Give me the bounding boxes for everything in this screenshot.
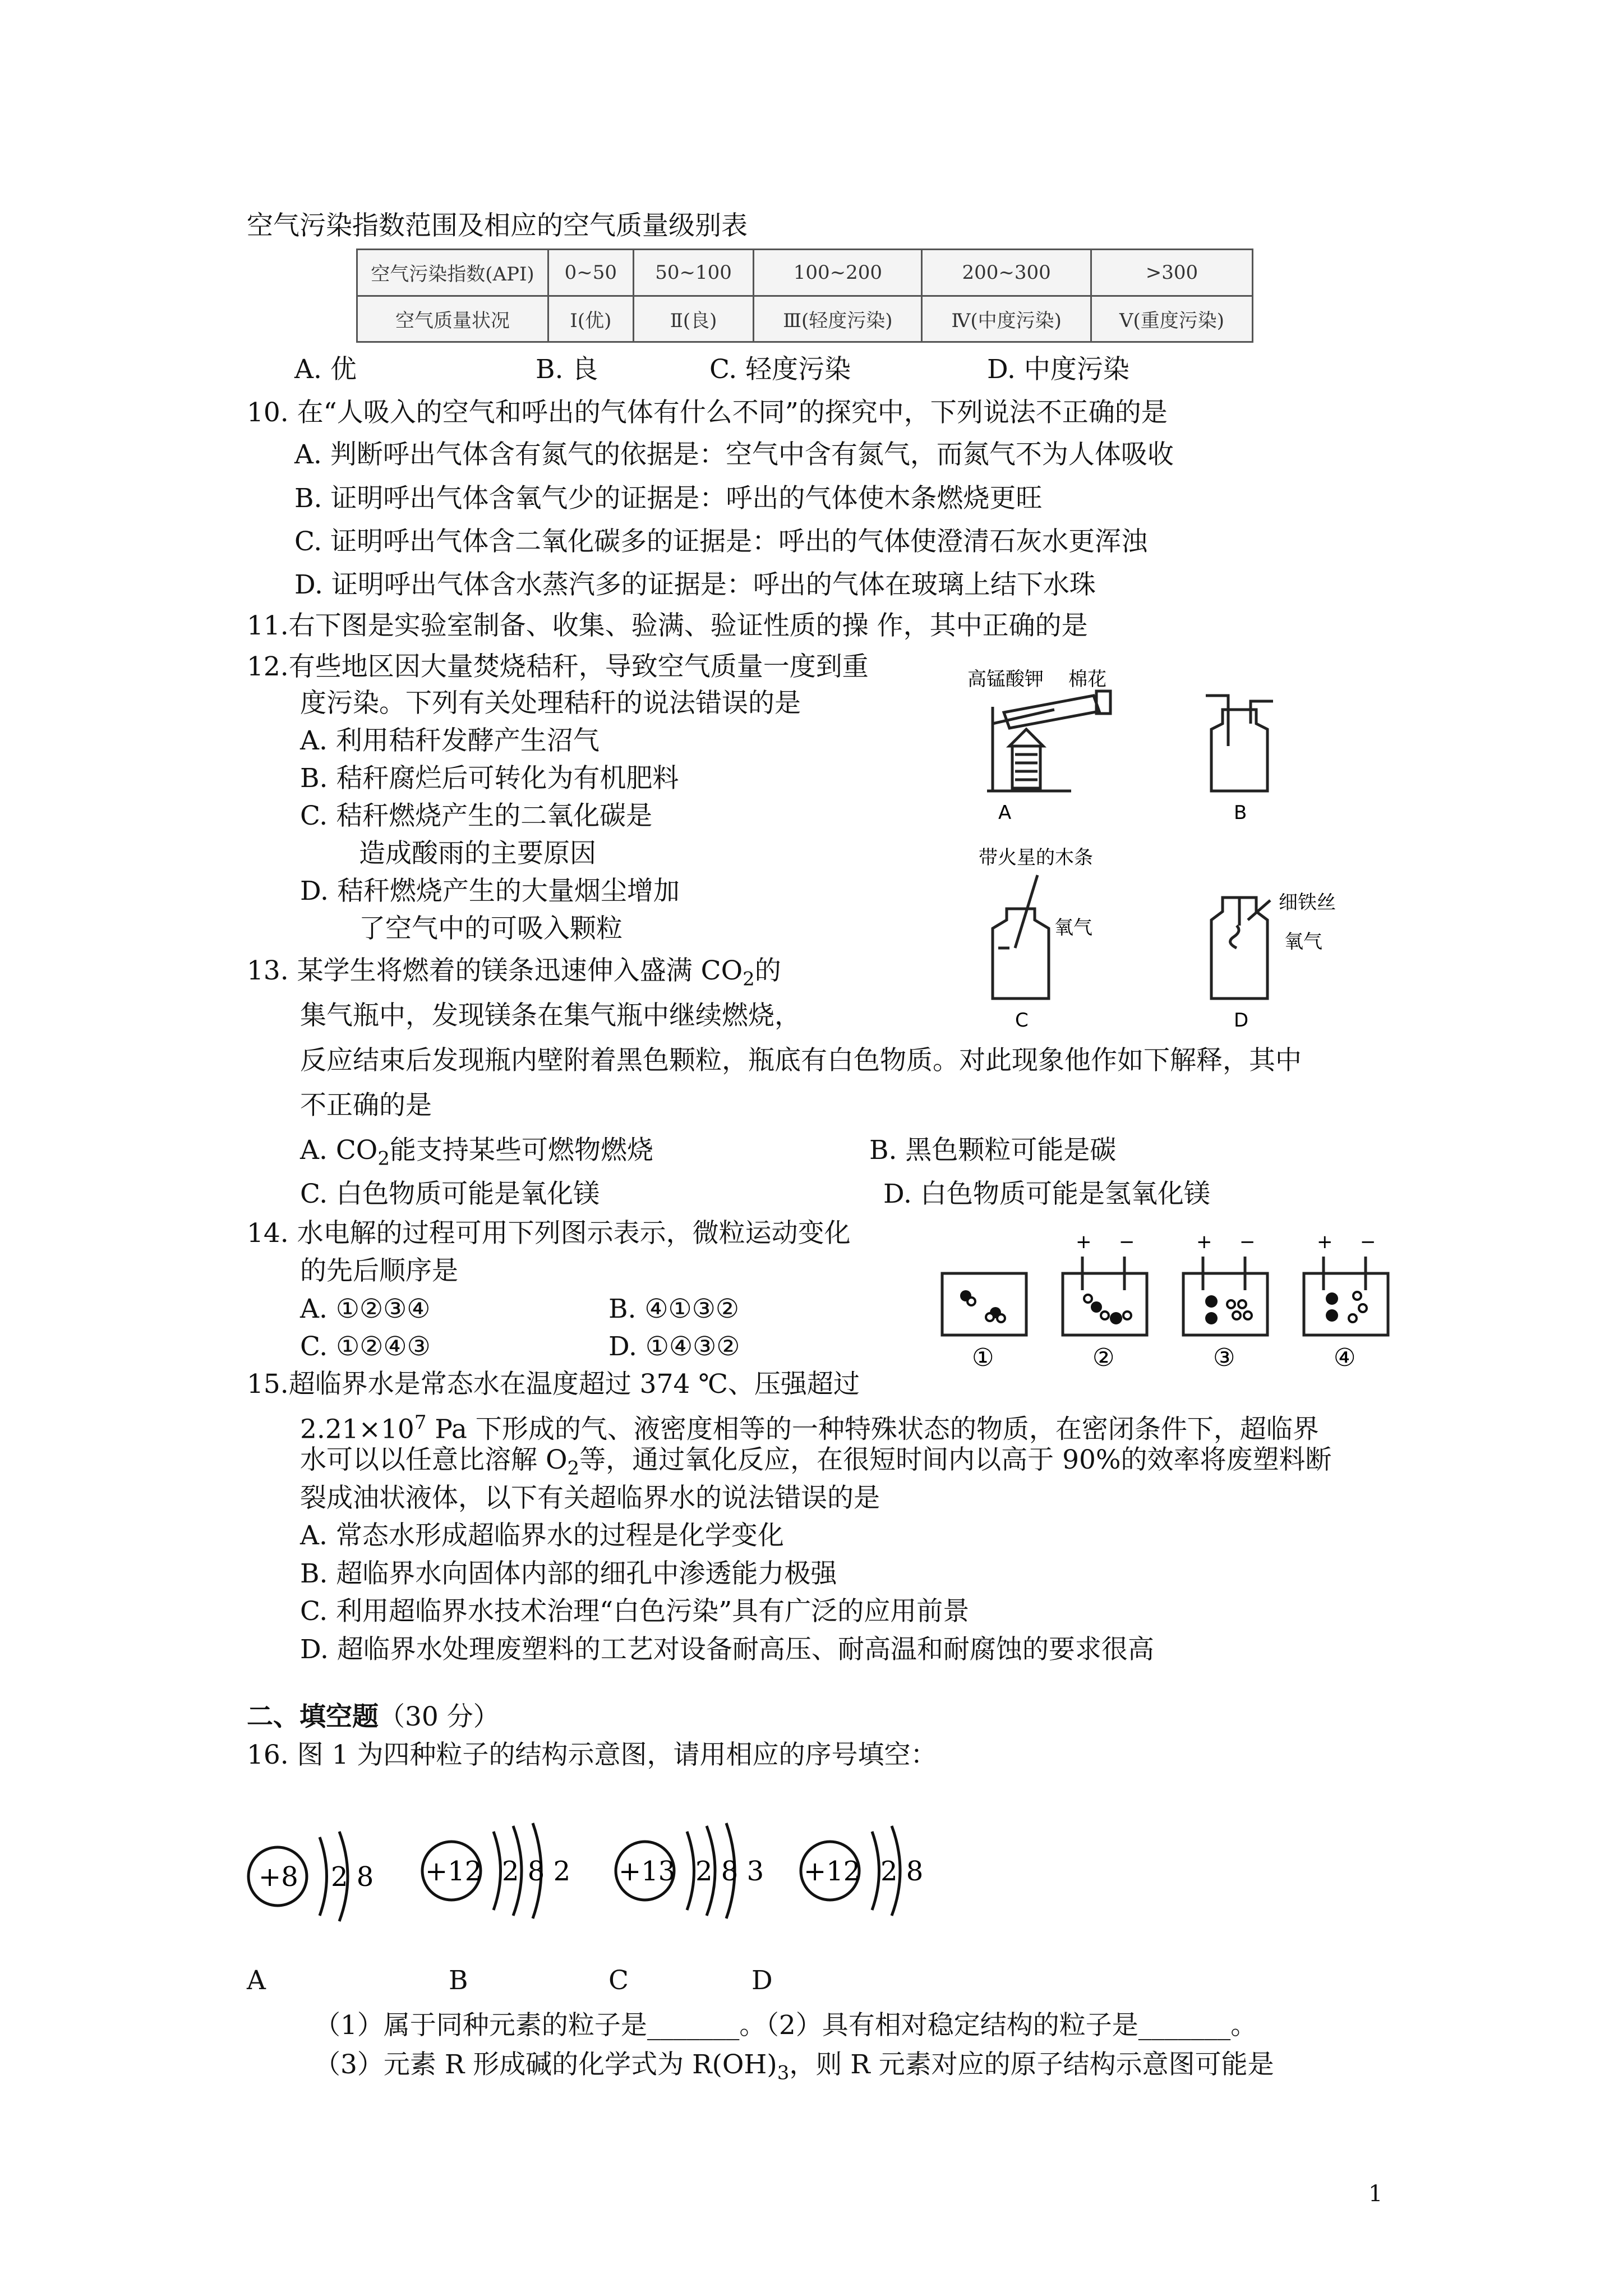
section-title: 二、填空题（30 分）	[247, 1701, 500, 1732]
q10-option-d: D. 证明呼出气体含水蒸汽多的证据是：呼出的气体在玻璃上结下水珠	[294, 569, 1096, 600]
minus-sign: −	[1360, 1231, 1376, 1253]
label-glowing-stick: 带火星的木条	[979, 846, 1093, 869]
q10-option-a: A. 判断呼出气体含有氮气的依据是：空气中含有氮气，而氮气不为人体吸收	[294, 439, 1174, 470]
table-cell: 空气污染指数(API)	[357, 250, 548, 296]
q15-option-d: D. 超临界水处理废塑料的工艺对设备耐高压、耐高温和耐腐蚀的要求很高	[300, 1634, 1154, 1665]
minus-sign: −	[1239, 1231, 1256, 1253]
q12-option-a: A. 利用秸秆发酵产生沼气	[300, 725, 600, 756]
nucleus-b: +12	[425, 1856, 482, 1887]
table-cell: 50~100	[633, 250, 754, 296]
table-cell: 100~200	[754, 250, 922, 296]
q9-option-d: D. 中度污染	[987, 354, 1129, 385]
box-label-3: ③	[1213, 1343, 1235, 1372]
table-cell: Ⅴ(重度污染)	[1091, 296, 1252, 342]
table-title: 空气污染指数范围及相应的空气质量级别表	[247, 210, 748, 241]
q13-stem-line4: 不正确的是	[300, 1090, 432, 1121]
table-cell: >300	[1091, 250, 1252, 296]
nucleus-d: +12	[804, 1856, 861, 1887]
q12-stem-line1: 12.有些地区因大量焚烧秸秆，导致空气质量一度到重	[247, 651, 869, 682]
table-cell: Ⅲ(轻度污染)	[754, 296, 922, 342]
label-kmno4: 高锰酸钾	[967, 668, 1044, 691]
q14-stem-line1: 14. 水电解的过程可用下列图示表示，微粒运动变化	[247, 1218, 851, 1249]
label-oxygen-c: 氧气	[1054, 917, 1092, 939]
q16-stem: 16. 图 1 为四种粒子的结构示意图，请用相应的序号填空：	[247, 1740, 937, 1770]
table-cell: Ⅱ(良)	[633, 296, 754, 342]
label-oxygen-d: 氧气	[1284, 931, 1322, 953]
electrons-c: 2 8 3	[695, 1856, 764, 1887]
table-cell: Ⅰ(优)	[548, 296, 634, 342]
plus-sign: +	[1076, 1231, 1092, 1253]
q14-option-b: B. ④①③②	[608, 1294, 739, 1324]
q12-option-b: B. 秸秆腐烂后可转化为有机肥料	[300, 763, 679, 794]
q15-stem-line1: 15.超临界水是常态水在温度超过 374 ℃、压强超过	[247, 1369, 860, 1400]
particle-letter-d: D	[751, 1965, 773, 1996]
q15-stem-line2: $2.21\times 10^7$ Pa 下形成的气、液密度相等的一种特殊状态的物质，在密闭条件下，超临界	[300, 1411, 1319, 1445]
q9-option-b: B. 良	[536, 354, 598, 385]
table-cell: Ⅳ(中度污染)	[922, 296, 1091, 342]
table-cell: 200~300	[922, 250, 1091, 296]
q15-option-a: A. 常态水形成超临界水的过程是化学变化	[300, 1520, 784, 1551]
minus-sign: −	[1119, 1231, 1135, 1253]
q14-stem-line2: 的先后顺序是	[300, 1255, 458, 1286]
box-label-1: ①	[972, 1343, 994, 1372]
electrons-a: 2 8	[331, 1861, 374, 1893]
q13-option-a: A. $CO_2$能支持某些可燃物燃烧	[300, 1135, 653, 1170]
q16-sub-1-2: （1）属于同种元素的粒子是_______。（2）具有相对稳定结构的粒子是_______。	[314, 2010, 1257, 2041]
q13-option-d: D. 白色物质可能是氢氧化镁	[883, 1179, 1210, 1209]
q15-option-b: B. 超临界水向固体内部的细孔中渗透能力极强	[300, 1558, 837, 1589]
q16-sub-3: （3）元素 R 形成碱的化学式为 $R(OH)_3$，则 R 元素对应的原子结构示意图可能是	[314, 2049, 1274, 2085]
q15-option-c: C. 利用超临界水技术治理“白色污染”具有广泛的应用前景	[300, 1596, 970, 1627]
page-number: 1	[1368, 2181, 1383, 2207]
label-cotton: 棉花	[1068, 668, 1106, 691]
particle-letter-b: B	[449, 1965, 468, 1996]
nucleus-c: +13	[619, 1856, 676, 1887]
plus-sign: +	[1317, 1231, 1333, 1253]
q10-option-c: C. 证明呼出气体含二氧化碳多的证据是：呼出的气体使澄清石灰水更浑浊	[294, 526, 1148, 557]
q10-stem: 10. 在“人吸入的空气和呼出的气体有什么不同”的探究中，下列说法不正确的是	[247, 397, 1168, 428]
q13-stem-line2: 集气瓶中，发现镁条在集气瓶中继续燃烧，	[300, 1000, 801, 1031]
label-letter-a: A	[998, 802, 1012, 824]
q12-option-d: D. 秸秆燃烧产生的大量烟尘增加	[300, 876, 680, 907]
q15-stem-line3: 水可以以任意比溶解 $O_2$等，通过氧化反应，在很短时间内以高于 90%的效率将废塑料断	[300, 1444, 1332, 1480]
label-iron-wire: 细铁丝	[1279, 891, 1336, 914]
table-cell: 空气质量状况	[357, 296, 548, 342]
q10-option-b: B. 证明呼出气体含氧气少的证据是：呼出的气体使木条燃烧更旺	[294, 483, 1043, 514]
label-letter-d: D	[1234, 1009, 1249, 1032]
label-letter-c: C	[1015, 1009, 1029, 1032]
q9-option-a: A. 优	[294, 354, 357, 385]
electrons-d: 2 8	[880, 1856, 924, 1887]
electrons-b: 2 8 2	[502, 1856, 571, 1887]
nucleus-a: +8	[259, 1861, 298, 1893]
q12-option-d-cont: 了空气中的可吸入颗粒	[359, 913, 623, 944]
q13-stem-line1: 13. 某学生将燃着的镁条迅速伸入盛满 $CO_2$的	[247, 955, 781, 991]
particle-letter-c: C	[608, 1965, 629, 1996]
table-cell: 0~50	[548, 250, 634, 296]
q12-option-c: C. 秸秆燃烧产生的二氧化碳是	[300, 800, 653, 831]
box-label-2: ②	[1092, 1343, 1115, 1372]
q11-stem: 11.右下图是实验室制备、收集、验满、验证性质的操 作，其中正确的是	[247, 610, 1088, 641]
q12-option-c-cont: 造成酸雨的主要原因	[359, 838, 596, 869]
box-label-4: ④	[1334, 1343, 1356, 1372]
q13-option-b: B. 黑色颗粒可能是碳	[869, 1135, 1117, 1166]
q14-option-d: D. ①④③②	[608, 1331, 740, 1362]
label-letter-b: B	[1234, 802, 1247, 824]
q14-option-a: A. ①②③④	[300, 1294, 431, 1324]
q9-option-c: C. 轻度污染	[709, 354, 851, 385]
q13-option-c: C. 白色物质可能是氧化镁	[300, 1179, 600, 1209]
q15-stem-line4: 裂成油状液体，以下有关超临界水的说法错误的是	[300, 1483, 880, 1513]
q12-stem-line2: 度污染。下列有关处理秸秆的说法错误的是	[300, 688, 801, 719]
q14-option-c: C. ①②④③	[300, 1331, 431, 1362]
particle-letter-a: A	[247, 1965, 266, 1996]
plus-sign: +	[1196, 1231, 1212, 1253]
q13-stem-line3: 反应结束后发现瓶内壁附着黑色颗粒，瓶底有白色物质。对此现象他作如下解释，其中	[300, 1045, 1302, 1076]
